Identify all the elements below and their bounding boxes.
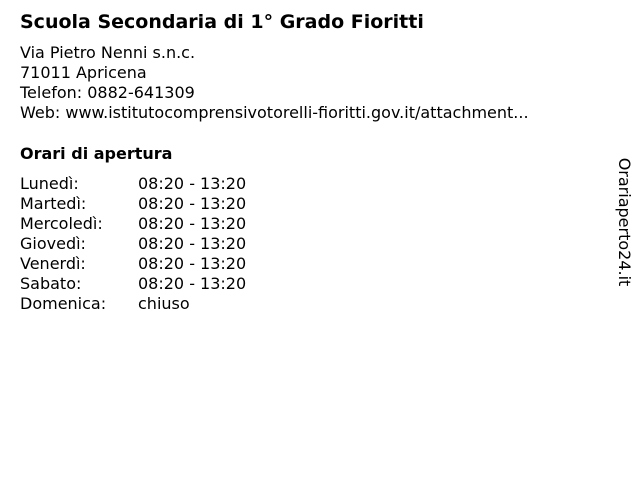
address-block	[20, 43, 529, 123]
city-address: 71011 Apricena	[20, 63, 147, 82]
opening-hours-heading: Orari di apertura	[20, 144, 173, 163]
watermark-container	[612, 135, 636, 309]
day-label: Giovedì:	[20, 234, 86, 253]
page-title: Scuola Secondaria di 1° Grado Fioritti	[20, 11, 424, 33]
time-value: 08:20 - 13:20	[138, 234, 247, 253]
street-address: Via Pietro Nenni s.n.c.	[20, 43, 196, 62]
time-value: 08:20 - 13:20	[138, 214, 247, 233]
website-link[interactable]: Web: www.istitutocomprensivotorelli-fioritti.gov.it/attachment...	[20, 103, 529, 122]
time-value: 08:20 - 13:20	[138, 174, 247, 193]
time-value: 08:20 - 13:20	[138, 194, 247, 213]
site-watermark: Orariaperto24.it	[615, 157, 634, 287]
day-label: Lunedì:	[20, 174, 79, 193]
time-value: 08:20 - 13:20	[138, 274, 247, 293]
time-value: chiuso	[138, 294, 190, 313]
day-label: Domenica:	[20, 294, 107, 313]
time-value: 08:20 - 13:20	[138, 254, 247, 273]
day-label: Mercoledì:	[20, 214, 103, 233]
day-label: Sabato:	[20, 274, 82, 293]
day-label: Martedì:	[20, 194, 87, 213]
phone-number: Telefon: 0882-641309	[20, 83, 195, 102]
day-label: Venerdì:	[20, 254, 86, 273]
